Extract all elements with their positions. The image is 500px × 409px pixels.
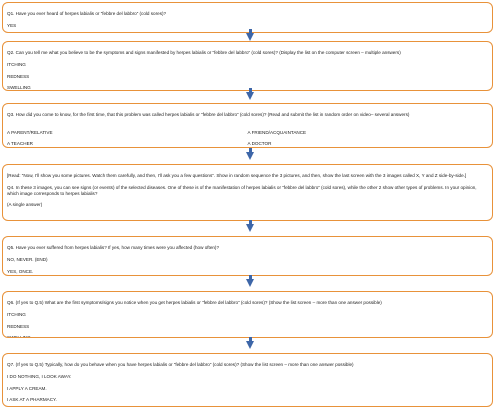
q1-question: Q1. Have you ever heard of herpes labialis or “febbre del labbro” (cold sores)? xyxy=(7,10,167,16)
q2-option: REDNESS xyxy=(7,73,30,79)
q7-box xyxy=(2,353,493,407)
flow-arrow xyxy=(246,152,254,160)
flow-arrow xyxy=(246,279,254,287)
flow-arrow xyxy=(246,224,254,232)
q4-image-label xyxy=(7,220,31,221)
q3-option: A PARENT/RELATIVE xyxy=(7,129,53,135)
q6-option: ITCHING xyxy=(7,311,26,317)
q4-intro: [Read: “Now, I’ll show you some pictures. Watch them carefully, and then, I’ll ask you a few questions”. Show in random sequence the 3 pictures, and then, show the last screen with the 3 images called X, Y and Z side-by-side.] xyxy=(7,172,467,178)
q2-option: SWELLING xyxy=(7,85,31,91)
q6-option: SWELLING xyxy=(7,335,31,338)
q7-option: I APPLY A CREAM. xyxy=(7,385,47,391)
q7-option: I DO NOTHING, I LOOK AWAY. xyxy=(7,373,72,379)
q3-box xyxy=(2,103,493,148)
q6-box xyxy=(2,291,493,338)
q3-question: Q3. How did you come to know, for the first time, that this problem was called herpes labialis or “febbre del labbro” (cold sores)? (Read and submit the list in random order on video– several answers) xyxy=(7,111,410,117)
flow-arrow xyxy=(246,92,254,100)
q4-question: Q4. In these 3 images, you can see signs (or events) of the selected diseases. One of these is of the manifestation of herpes labialis or “febbre del labbro” (cold sores), while the other 2 show other types of problems. In your opinion, which image corresponds to herpes labialis? xyxy=(7,184,477,196)
q7-question: Q7. (If yes to Q.5) Typically, how do you behave when you have herpes labialis or “febbre del labbro” (cold sores)? (Show the list screen – more than one answer possible) xyxy=(7,361,354,367)
flow-arrow xyxy=(246,341,254,349)
q4-images xyxy=(7,214,488,221)
q2-question: Q2. Can you tell me what you believe to be the symptoms and signs manifested by herpes labialis or “febbre del labbro” (cold sores)? (Display the list on the computer screen – multiple answers) xyxy=(7,49,401,55)
q4-box xyxy=(2,164,493,221)
q2-box xyxy=(2,41,493,91)
q1-box xyxy=(2,2,493,33)
q6-option: REDNESS xyxy=(7,323,30,329)
q7-option: I ASK AT A PHARMACY. xyxy=(7,397,57,403)
q3-option: A DOCTOR xyxy=(247,141,272,147)
q1-option: YES xyxy=(7,22,17,28)
q5-question: Q5. Have you ever suffered from herpes labialis? If yes, how many times were you affected (how often)? xyxy=(7,244,220,250)
q2-option: ITCHING xyxy=(7,61,26,67)
flow-arrow xyxy=(246,33,254,41)
q3-option: A TEACHER xyxy=(7,141,33,147)
q3-option: A FRIEND/ACQUAINTANCE xyxy=(247,129,307,135)
q5-box xyxy=(2,236,493,276)
q6-question: Q6. (If yes to Q.5) What are the first symptoms/signs you notice when you get herpes labialis or “febbre del labbro” (cold sores)? (Show the list screen – more than one answer possible) xyxy=(7,299,382,305)
q5-option: YES, ONCE. xyxy=(7,268,34,274)
q4-note: (A single answer) xyxy=(7,202,43,208)
q5-option: NO, NEVER. (END) xyxy=(7,256,48,262)
